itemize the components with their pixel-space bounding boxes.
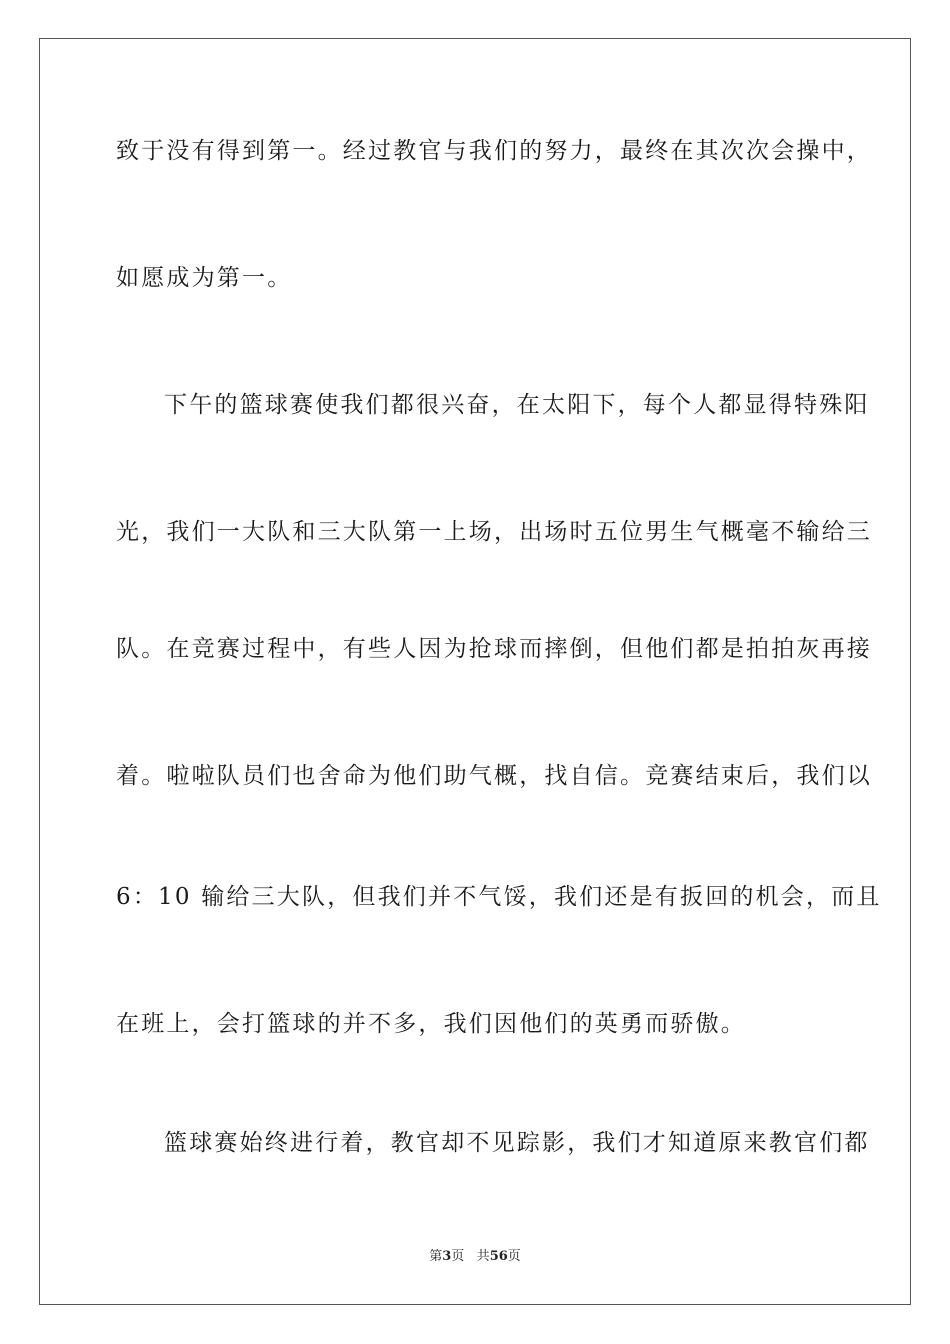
body-text-line: 6：10 输给三大队，但我们并不气馁，我们还是有扳回的机会，而且 — [116, 884, 882, 910]
body-text-line: 致于没有得到第一。经过教官与我们的努力，最终在其次次会操中， — [116, 138, 872, 164]
body-text-line: 篮球赛始终进行着，教官却不见踪影，我们才知道原来教官们都 — [164, 1130, 870, 1156]
total-suffix: 页 — [507, 1249, 521, 1264]
body-text-line: 下午的篮球赛使我们都很兴奋，在太阳下，每个人都显得特殊阳 — [164, 392, 870, 418]
total-prefix: 共 — [476, 1249, 490, 1264]
body-text-line: 光，我们一大队和三大队第一上场，出场时五位男生气概毫不输给三 — [116, 519, 872, 545]
page-suffix: 页 — [451, 1249, 465, 1264]
page-footer — [0, 1248, 950, 1266]
body-text-line: 在班上，会打篮球的并不多，我们因他们的英勇而骄傲。 — [116, 1011, 746, 1037]
body-text-line: 队。在竞赛过程中，有些人因为抢球而摔倒，但他们都是拍拍灰再接 — [116, 636, 872, 662]
body-text-line: 如愿成为第一。 — [116, 265, 293, 291]
total-pages: 56 — [489, 1249, 508, 1264]
page-prefix: 第 — [429, 1249, 443, 1264]
page-number: 3 — [442, 1249, 452, 1264]
page-frame — [39, 38, 911, 1305]
body-text-line: 着。啦啦队员们也舍命为他们助气概，找自信。竞赛结束后，我们以 — [116, 763, 872, 789]
